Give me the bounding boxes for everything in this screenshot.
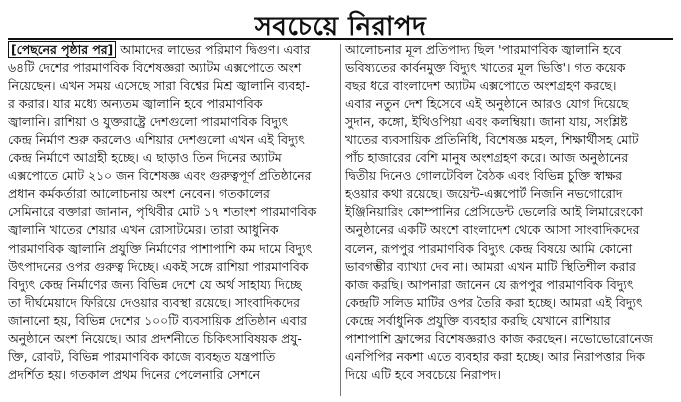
article-text: সুদান, কঙ্গো, ইথিওপিয়া এবং কলম্বিয়া। জানা যায়, সংশ্লিষ্ট bbox=[345, 114, 628, 130]
article-text-line bbox=[345, 59, 673, 77]
article-text: পাঁচ হাজারের বেশি মানুষ অংশগ্রহণ করে। আজ অনুষ্ঠানের bbox=[345, 150, 629, 166]
article-text-line bbox=[8, 59, 336, 77]
article-text: আলোচনার মূল প্রতিপাদ্য ছিল 'পারমাণবিক জ্বালানি হবে bbox=[345, 42, 622, 57]
article-text-line bbox=[8, 221, 336, 239]
article-text: এবার নতুন দেশ হিসেবে এই অনুষ্ঠানে আরও যোগ দিয়েছে bbox=[345, 96, 629, 112]
article-text: পাশাপাশি ফ্রান্সের বিশেষজ্ঞরাও কাজ করছেন। নভোভোরোনেজ bbox=[345, 330, 653, 346]
article-text: আমাদের লাভের পরিমাণ দ্বিগুণ। এবার bbox=[120, 42, 311, 57]
article-text-line bbox=[8, 113, 336, 131]
article-text-line bbox=[345, 95, 673, 113]
article-text: কাজ করছি। আপনারা জানেন যে রূপপুর পারমাণবিক বিদ্যুৎ bbox=[345, 276, 634, 292]
article-text-line bbox=[345, 258, 673, 276]
article-text-line bbox=[8, 348, 336, 366]
article-text: দিয়ে এটি হবে সবচেয়ে নিরাপদ। bbox=[345, 366, 501, 382]
article-text-line bbox=[345, 366, 673, 384]
left-column bbox=[8, 41, 336, 384]
article-text: জ্বালানি খাতের শেয়ার এখন রোসাটমের। তারা আধুনিক bbox=[8, 222, 279, 238]
article-text: র করার। যার মধ্যে অন্যতম জ্বালানি হবে পারমাণবিক bbox=[8, 96, 263, 112]
article-text: কেন্দ্র নির্মাণে আগ্রহী হচ্ছে। এ ছাড়াও তিন দিনের অ্যাটম bbox=[8, 150, 282, 166]
article-text-line bbox=[8, 131, 336, 149]
article-text: কেন্দ্র নির্মাণ শুরু করলেও এশিয়ার দেশগুলো এখন এই বিদ্যুৎ bbox=[8, 132, 305, 148]
right-column bbox=[345, 41, 673, 384]
article-text-line bbox=[345, 41, 673, 59]
article-text: ক্তি, রোবট, বিভিন্ন পারমাণবিক কাজে ব্যবহৃত যন্ত্রপাতি bbox=[8, 348, 276, 364]
article-text-line bbox=[8, 167, 336, 185]
article-text-line bbox=[345, 203, 673, 221]
article-text-line bbox=[345, 294, 673, 312]
article-text: জ্বালানি। রাশিয়া ও যুক্তরাষ্ট্রে দেশগুলো পারমাণবিক বিদ্যুৎ bbox=[8, 114, 289, 130]
article-text: উৎপাদনের ওপর গুরুত্ব দিচ্ছে। একই সঙ্গে রাশিয়া পারমাণবিক bbox=[8, 258, 309, 274]
article-text-line bbox=[345, 240, 673, 258]
article-text: খাতের ব্যবসায়িক প্রতিনিধি, বিশেষজ্ঞ মহল, শিক্ষার্থীসহ মোট bbox=[345, 132, 639, 148]
article-text-line bbox=[345, 113, 673, 131]
article-text-line bbox=[8, 294, 336, 312]
article-text: কেন্দ্রে সর্বাধুনিক প্রযুক্তি ব্যবহার করছি যেখানে রাশিয়ার bbox=[345, 312, 611, 328]
article-text: প্রধান কর্মকর্তারা আলোচনায় অংশ নেবেন। গতকালের bbox=[8, 186, 270, 202]
article-text: দ্বিতীয় দিনেও গোলটেবিল বৈঠক এবং বিভিন্ন চুক্তি স্বাক্ষর bbox=[345, 168, 622, 184]
article-text-line bbox=[345, 348, 673, 366]
article-text: অনুষ্ঠানে অংশ নিয়েছে। আর প্রদর্শনীতে চিকিৎসাবিষয়ক প্রযু- bbox=[8, 330, 302, 346]
article-text: বিদ্যুৎ কেন্দ্র নির্মাণের জন্য বিভিন্ন দেশে যে অর্থ সাহায্য দিচ্ছে bbox=[8, 276, 302, 292]
article-headline: সবচেয়ে নিরাপদ bbox=[254, 12, 427, 42]
article-text: ইঞ্জিনিয়ারিং কোম্পানির প্রেসিডেন্ট ভেলেরি আই লিমারেংকো bbox=[345, 204, 643, 220]
article-text-line bbox=[8, 276, 336, 294]
article-text: সেমিনারে বক্তারা জানান, পৃথিবীর মোট ১৭ শতাংশ পারমাণবিক bbox=[8, 204, 317, 220]
article-text-line bbox=[345, 131, 673, 149]
article-text-line bbox=[8, 185, 336, 203]
article-text-line bbox=[8, 77, 336, 95]
article-text-line bbox=[8, 312, 336, 330]
article-text: ভাবগম্ভীর ব্যাখ্যা দেব না। আমরা এখন মাটি স্থিতিশীল করার bbox=[345, 258, 636, 274]
article-text-line bbox=[345, 149, 673, 167]
article-text-line bbox=[8, 41, 336, 59]
article-text-line bbox=[8, 258, 336, 276]
article-text-line bbox=[8, 149, 336, 167]
article-text: এক্সপোতে মোট ২১০ জন বিশেষজ্ঞ এবং গুরুত্বপূর্ণ প্রতিষ্ঠানের bbox=[8, 168, 312, 184]
article-text-line bbox=[8, 203, 336, 221]
article-text-line bbox=[345, 276, 673, 294]
article-text-line bbox=[345, 77, 673, 95]
continuation-kicker: [পেছনের পৃষ্ঠার পর] bbox=[8, 41, 116, 58]
article-text: পারমাণবিক জ্বালানি প্রযুক্তি নির্মাণের পাশাপাশি কম দামে বিদ্যুৎ bbox=[8, 240, 313, 256]
article-text-line bbox=[345, 185, 673, 203]
article-text: প্রদর্শিত হয়। গতকাল প্রথম দিনের পেলেনারি সেশনে bbox=[8, 366, 261, 382]
article-text: নিয়েছেন। এখন সময় এসেছে সারা বিশ্বের মিশ্র জ্বালানি ব্যবহা- bbox=[8, 78, 310, 94]
article-text: জানানো হয়, বিভিন্ন দেশের ১০০টি ব্যবসায়িক প্রতিষ্ঠান এবার bbox=[8, 312, 307, 328]
headline-rule bbox=[8, 38, 673, 40]
article-text-line bbox=[345, 221, 673, 239]
article-text-line bbox=[345, 167, 673, 185]
article-text-line bbox=[8, 240, 336, 258]
column-divider bbox=[340, 44, 341, 396]
article-text: কেন্দ্রটি সলিড মাটির ওপর তৈরি করা হচ্ছে। আমরা এই বিদ্যুৎ bbox=[345, 294, 643, 310]
article-text: অনুষ্ঠানের একটি অংশে বাংলাদেশ থেকে আসা সাংবাদিকদের bbox=[345, 222, 640, 238]
article-text-line bbox=[8, 95, 336, 113]
article-text: বলেন, রূপপুর পারমাণবিক বিদ্যুৎ কেন্দ্র বিষয়ে আমি কোনো bbox=[345, 240, 633, 256]
article-text-line bbox=[345, 312, 673, 330]
article-text: হওয়ার কথা রয়েছে। জয়েন্ট-এক্সপোর্ট নিজনি নভগোরোদ bbox=[345, 186, 623, 202]
article-text: তা দীর্ঘমেয়াদে ফিরিয়ে দেওয়ার ব্যবস্থা রয়েছে। সাংবাদিকদের bbox=[8, 294, 300, 310]
article-text: এনপিপির নকশা এতে ব্যবহার করা হচ্ছে। আর নিরাপত্তার দিক bbox=[345, 348, 645, 364]
article-text: ভবিষ্যতের কার্বনমুক্ত বিদ্যুৎ খাতের মূল ভিত্তি'। গত কয়েক bbox=[345, 60, 626, 76]
article-text-line bbox=[8, 366, 336, 384]
article-text-line bbox=[8, 330, 336, 348]
article-text: ৬৪টি দেশের পারমাণবিক বিশেষজ্ঞরা অ্যাটম এক্সপোতে অংশ bbox=[8, 60, 302, 76]
article-text: বছর ধরে বাংলাদেশ অ্যাটম এক্সপোতে অংশগ্রহণ করছে। bbox=[345, 78, 617, 94]
article-text-line bbox=[345, 330, 673, 348]
